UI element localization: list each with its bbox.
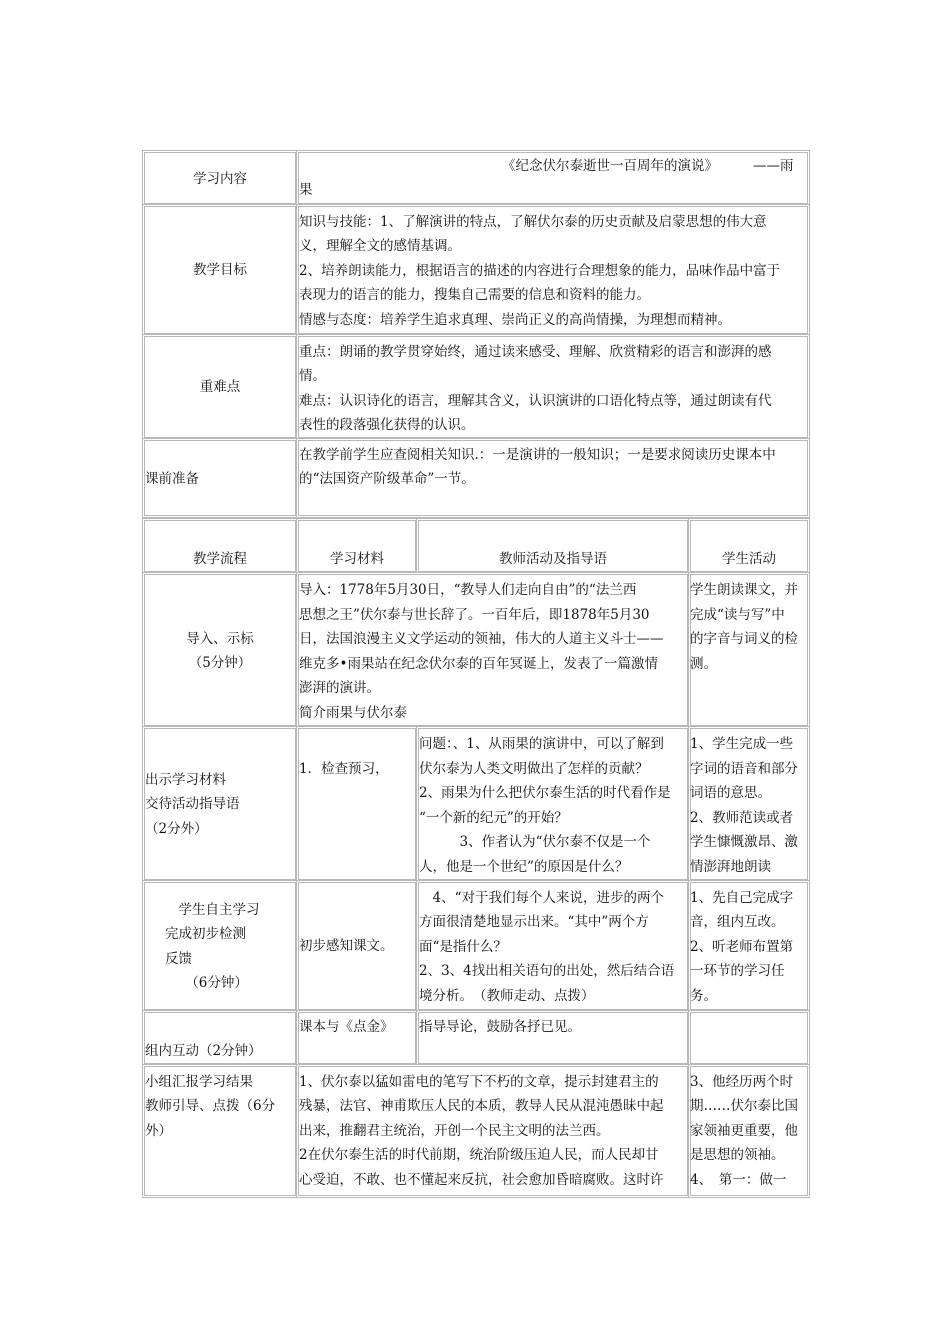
show-material: 1．检查预习， bbox=[299, 761, 389, 777]
self-material: 初步感知课文。 bbox=[299, 938, 394, 954]
content-author: ——雨 bbox=[753, 158, 794, 174]
content-title: 《纪念伏尔泰逝世一百周年的演说》 bbox=[502, 158, 718, 174]
group-material: 课本与《点金》 bbox=[299, 1019, 394, 1035]
header-material-text: 学习材料 bbox=[330, 551, 384, 567]
key-label: 重难点 bbox=[199, 379, 241, 395]
header-stage-text: 教学流程 bbox=[193, 551, 247, 567]
prep-label: 课前准备 bbox=[145, 471, 199, 487]
content-label: 学习内容 bbox=[193, 171, 247, 187]
group-stage: 组内互动（2分钟） bbox=[145, 1043, 262, 1059]
header-student-text: 学生活动 bbox=[722, 551, 776, 567]
header-teacher-text: 教师活动及指导语 bbox=[499, 551, 607, 567]
content-author-cont: 果 bbox=[299, 182, 313, 198]
group-teacher: 指导导论，鼓励各抒已见。 bbox=[419, 1019, 581, 1035]
group-student-cell bbox=[688, 1010, 810, 1066]
show-material-cell bbox=[296, 726, 418, 882]
goals-label: 教学目标 bbox=[193, 262, 247, 278]
